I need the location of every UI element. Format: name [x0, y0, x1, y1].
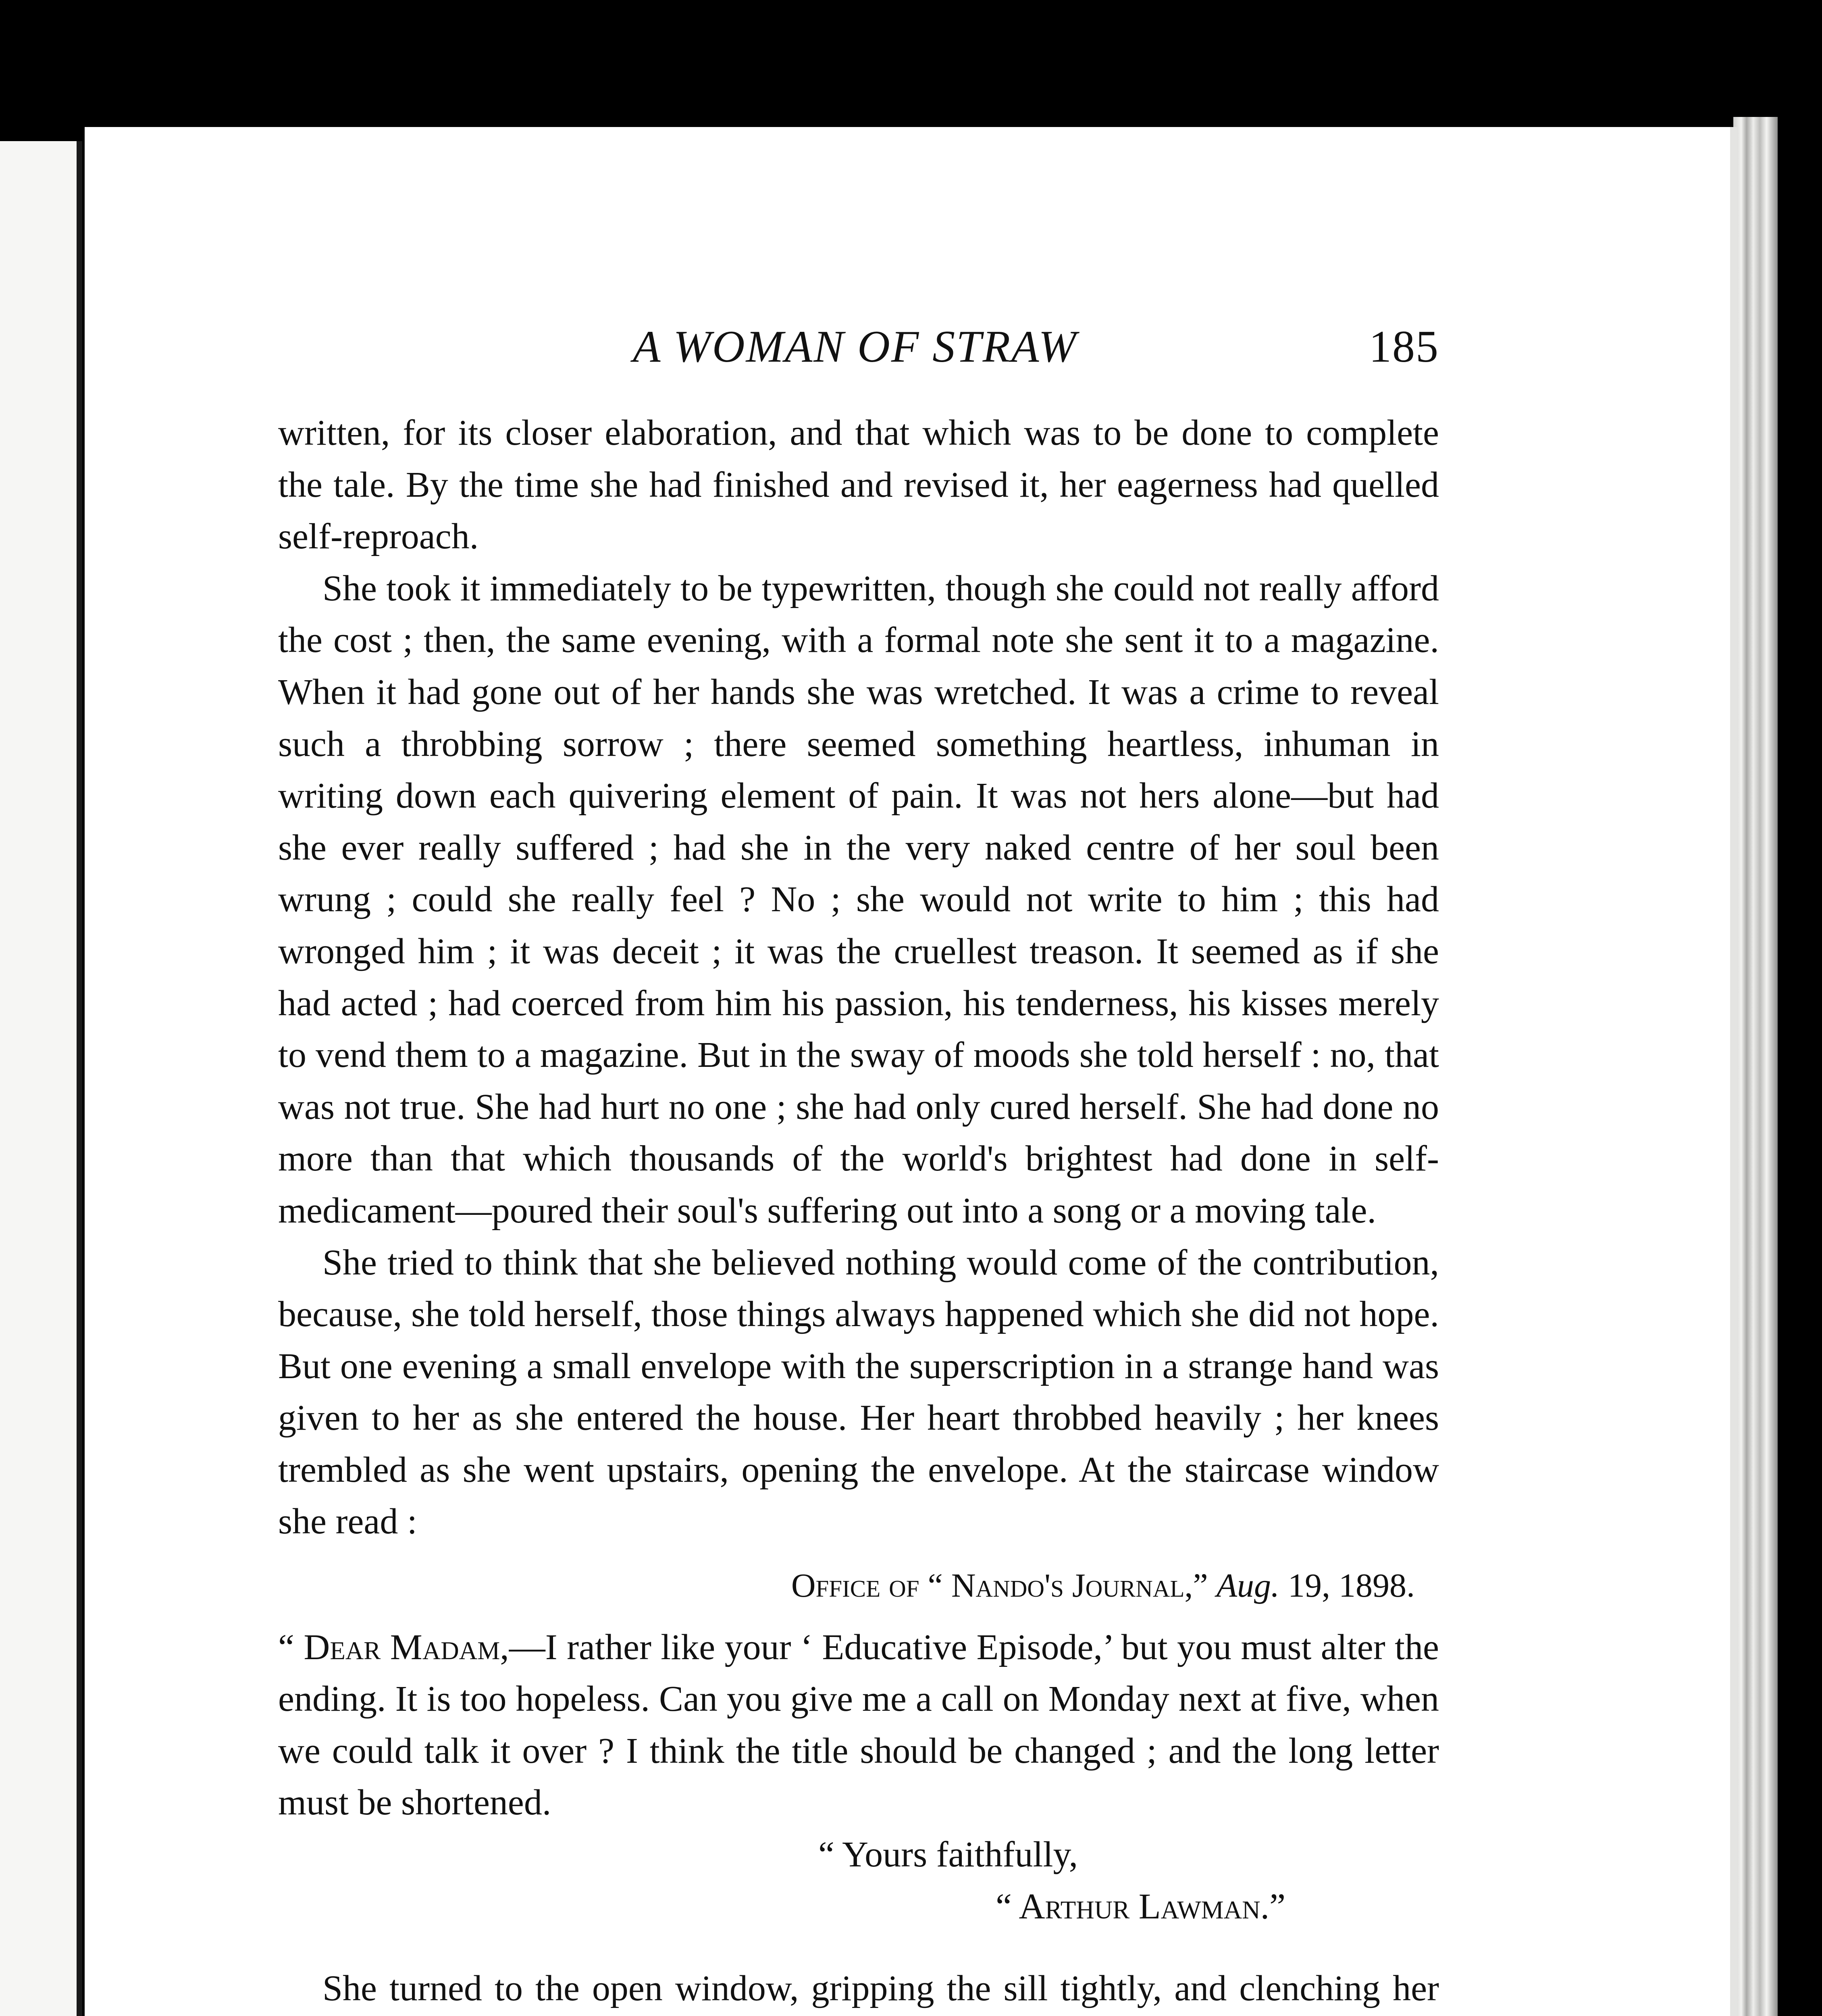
dateline-office: Office of “ Nando's Journal,” — [791, 1567, 1208, 1605]
page-stack-edge — [1733, 117, 1778, 2016]
letter-dateline — [278, 1560, 1439, 1612]
letter-signature: “ Arthur Lawman.” — [996, 1886, 1286, 1926]
running-head — [193, 306, 1439, 387]
facing-page-edge — [0, 141, 82, 2016]
running-title: A WOMAN OF STRAW — [633, 322, 1077, 372]
letter-text: —I rather like your ‘ Educative Episode,’ but you must alter the ending. It is too hopeless. Can you give me a call on Monday next at five, when we could talk it over ? I think the title should be changed ; and the long letter must be shortened. — [278, 1627, 1439, 1823]
body-text — [278, 407, 1439, 2016]
paragraph-continuation: written, for its closer elaboration, and that which was to be done to complete the tale. By the time she had finished and revised it, her eagerness had quelled self-reproach. — [278, 413, 1439, 557]
paragraph: She turned to the open window, gripping the sill tightly, and clenching her — [322, 1968, 1439, 2009]
paragraph: She took it immediately to be typewritten, though she could not really afford the cost ; then, the same evening, with a formal note she sent it to a magazine. When it had gone out of her hands she was wretched. It was a crime to reveal such a throbbing sorrow ; there seemed something heartless, inhuman in writing down each quivering element of pain. It was not hers alone—but had she ever really suffered ; had she in the very naked centre of her soul been wrung ; could she really feel ? No ; she would not write to him ; this had wronged him ; it was deceit ; it was the cruellest treason. It seemed as if she had acted ; had coerced from him his passion, his tenderness, his kisses merely to vend them to a magazine. But in the sway of moods she told herself : no, that was not true. She had hurt no one ; she had only cured herself. She had done no more than that which thousands of the world's brightest had done in self-medicament—poured their soul's suffering out into a song or a moving tale. — [278, 568, 1439, 1231]
page-number: 185 — [1369, 322, 1439, 372]
letter-closing: “ Yours faithfully, — [818, 1835, 1078, 1875]
paragraph: She tried to think that she believed nothing would come of the contribution, because, she told herself, those things always happened which she did not hope. But one evening a small envelope with the superscription in a strange hand was given to her as she entered the house. Her heart throbbed heavily ; her knees trembled as she went upstairs, opening the envelope. At the staircase window she read : — [278, 1242, 1439, 1542]
letter-body — [278, 1622, 1439, 1829]
dateline-day-year: 19, 1898. — [1288, 1567, 1415, 1605]
letter-salutation: “ Dear Madam, — [278, 1627, 509, 1667]
dateline-month: Aug. — [1216, 1567, 1279, 1605]
